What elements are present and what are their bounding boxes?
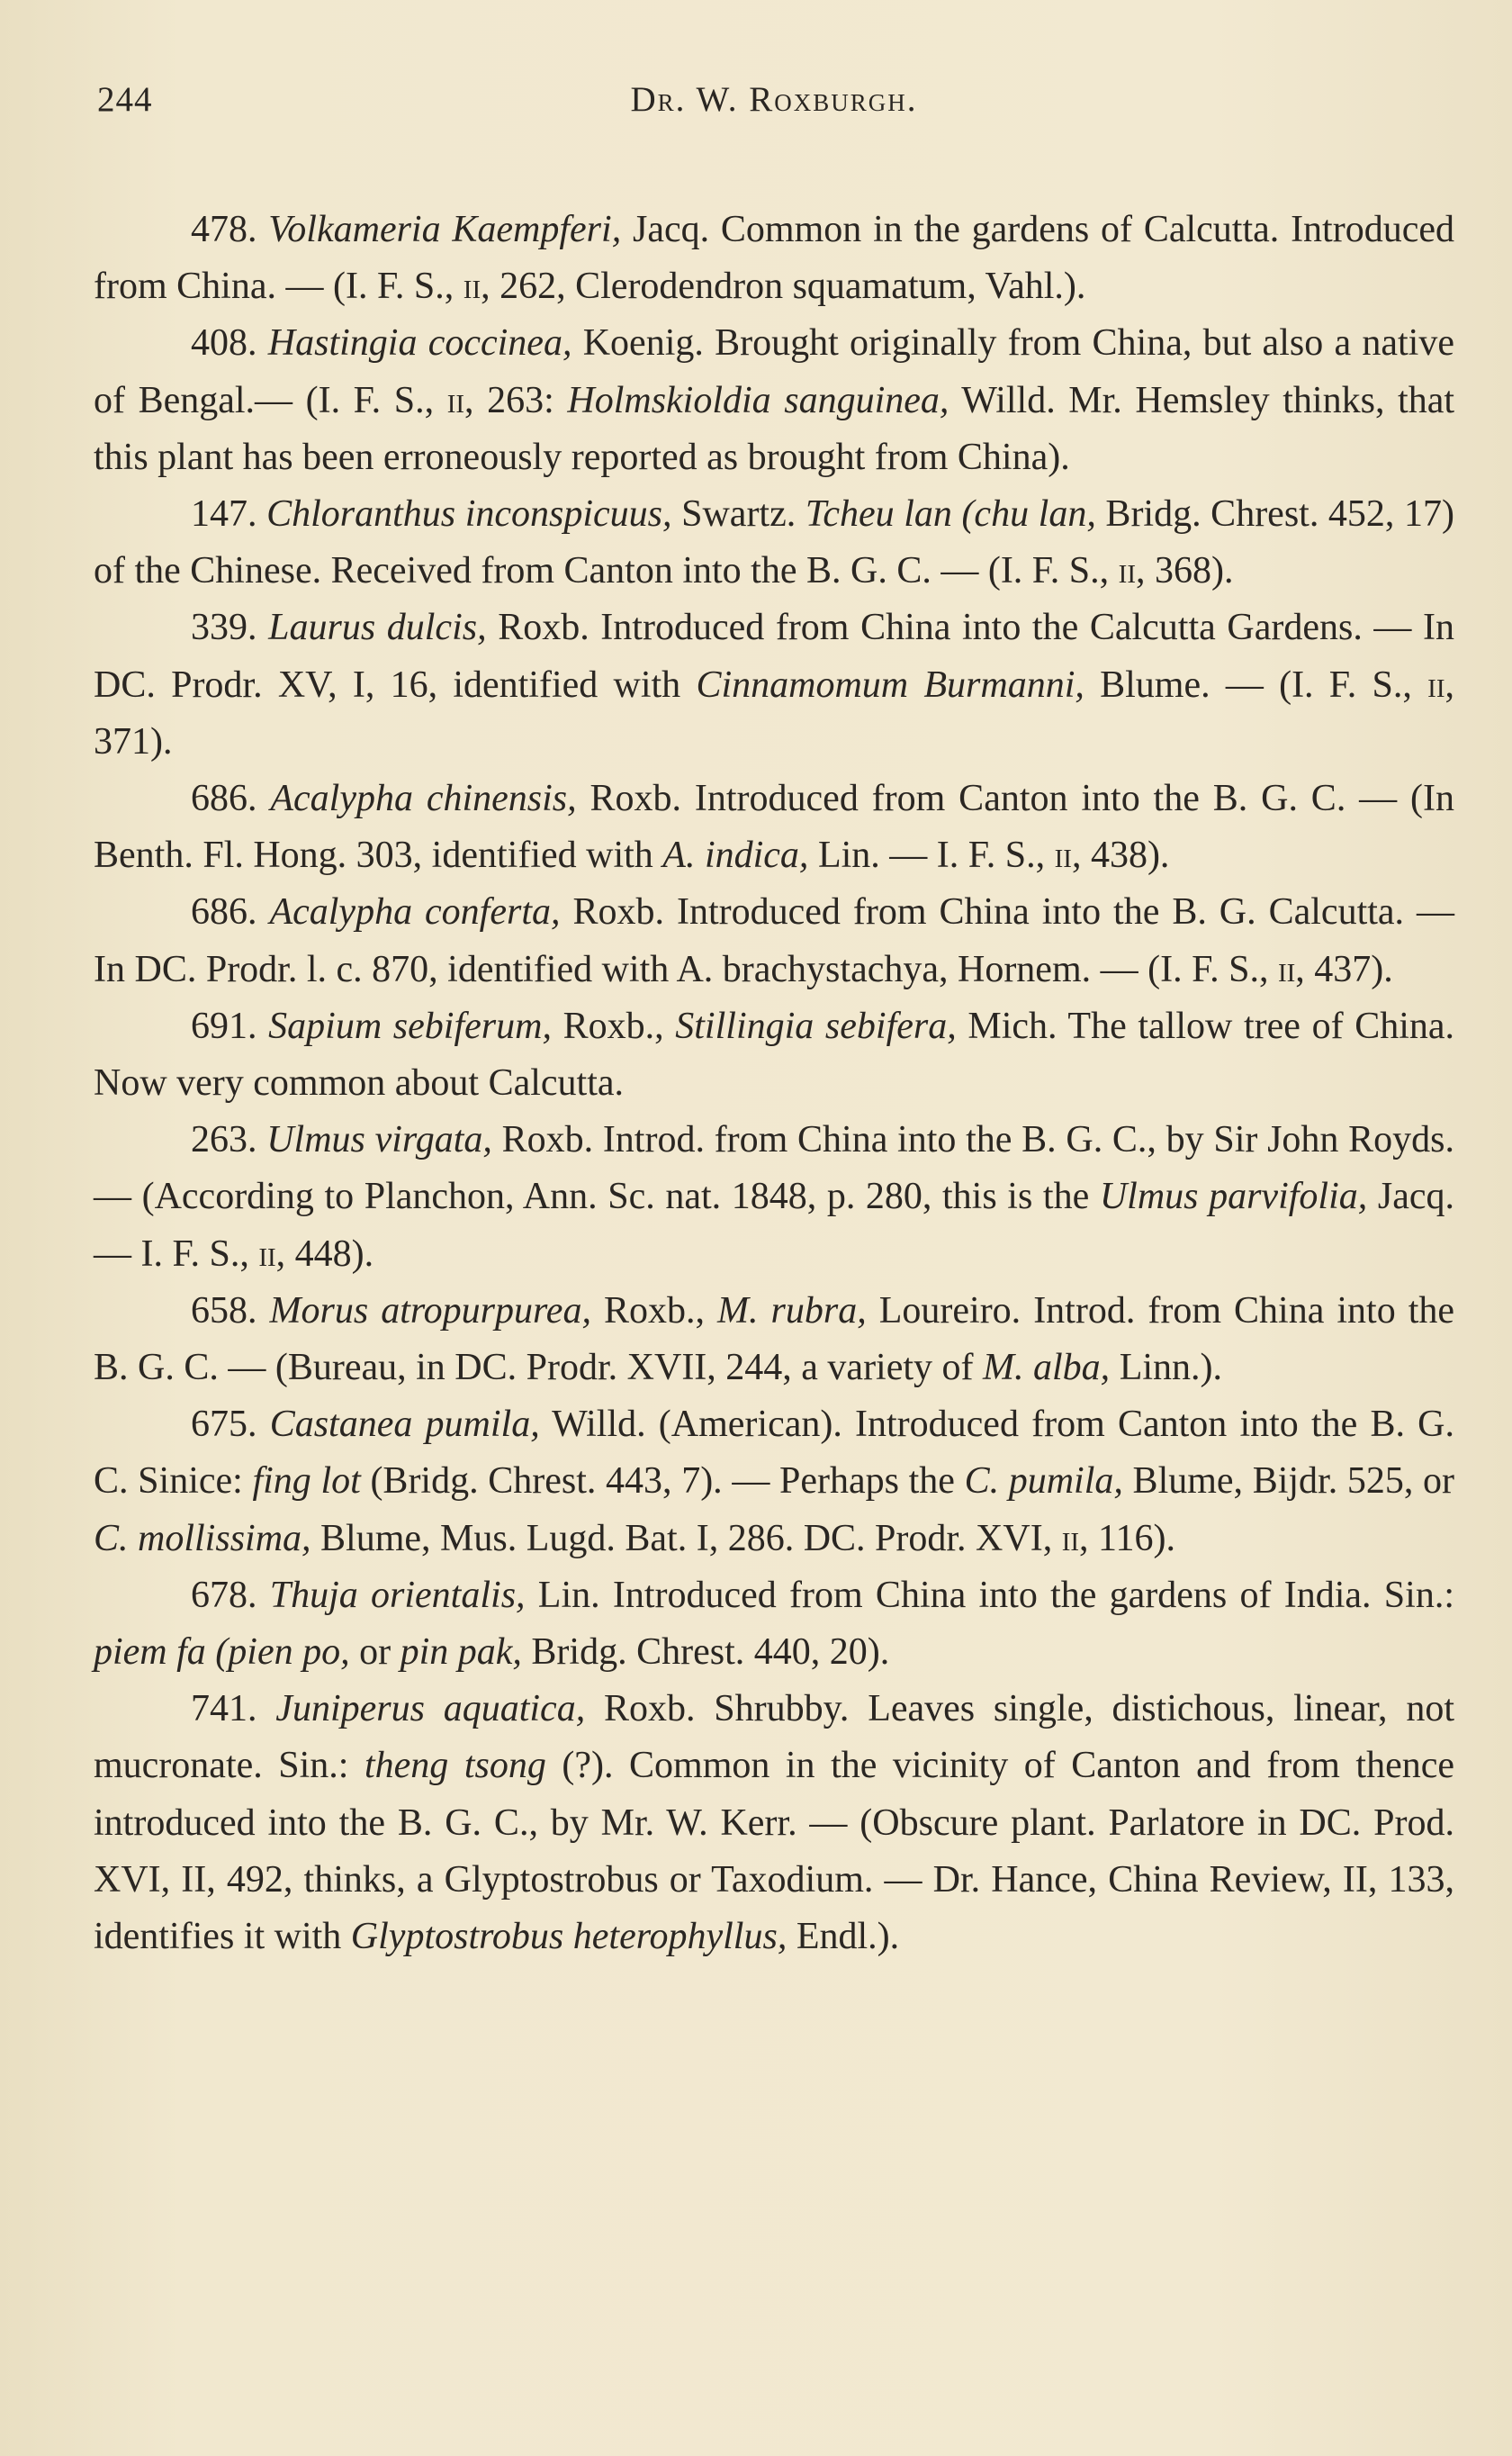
- roman-numeral: ii: [1427, 664, 1445, 706]
- page-header: [94, 79, 1454, 135]
- species-name: Laurus dulcis,: [268, 607, 487, 649]
- entry-741: [94, 1681, 1454, 1965]
- entry-number: 678.: [191, 1574, 257, 1616]
- entry-675: [94, 1396, 1454, 1567]
- entry-number: 263.: [191, 1119, 257, 1161]
- chinese-name: piem fa (pien po,: [94, 1631, 350, 1674]
- entry-text: , 263:: [464, 379, 568, 421]
- entry-263: [94, 1112, 1454, 1283]
- roman-numeral: ii: [1277, 948, 1296, 990]
- species-name: A. indica,: [662, 835, 809, 877]
- entry-text: Endl.).: [787, 1916, 900, 1958]
- entry-text: Roxb. Introduced from China into the B. G. Calcutta. — In DC. Prodr. l. c. 870, identified with A. brachystachya, Hornem. — (I. F. S.,: [94, 891, 1455, 990]
- species-name: M. alba,: [983, 1347, 1111, 1389]
- entry-number: 675.: [191, 1404, 257, 1446]
- entry-text: , 448).: [275, 1233, 374, 1275]
- roman-numeral: ii: [1054, 835, 1072, 877]
- entry-number: 691.: [191, 1005, 257, 1047]
- entry-658: [94, 1283, 1454, 1396]
- entry-number: 741.: [191, 1688, 257, 1730]
- roman-numeral: ii: [463, 266, 482, 308]
- chinese-name: Tcheu lan (chu lan,: [805, 493, 1096, 536]
- entry-339: [94, 600, 1454, 771]
- entry-number: 339.: [191, 607, 257, 649]
- entry-text: (Bridg. Chrest. 443, 7). — Perhaps the: [360, 1460, 965, 1503]
- entry-text: , 262, Clerodendron squamatum, Vahl.).: [481, 266, 1086, 308]
- species-name: Sapium sebiferum,: [268, 1005, 552, 1047]
- species-name: Cinnamomum Burmanni,: [696, 664, 1084, 706]
- entry-text: Blume, Bijdr. 525, or: [1122, 1460, 1454, 1503]
- species-name: Acalypha chinensis,: [270, 778, 577, 820]
- chinese-name: fing lot: [252, 1460, 361, 1503]
- species-name: Hastingia coccinea,: [267, 322, 572, 365]
- entry-text: Roxb. Introduced from China into the Calcutta Gardens. — In DC. Prodr. XV, I, 16, identified with: [94, 607, 1455, 706]
- entry-678: [94, 1567, 1454, 1681]
- entry-text: Roxb. Introduced from Canton into the B. G. C. — (In Benth. Fl. Hong. 303, identified with: [94, 778, 1455, 877]
- species-name: Juniperus aquatica,: [275, 1688, 586, 1730]
- entry-147: [94, 486, 1454, 600]
- entry-text: Linn.).: [1110, 1347, 1222, 1389]
- entry-text: Roxb. Introd. from China into the B. G. C., by Sir John Royds. — (According to Planchon, Ann. Sc. nat. 1848, p. 280, this is the: [94, 1119, 1454, 1218]
- species-name: Ulmus parvifolia,: [1099, 1176, 1368, 1218]
- entry-number: 478.: [191, 209, 257, 250]
- entry-text: Lin. Introduced from China into the gardens of India. Sin.:: [525, 1574, 1454, 1616]
- entry-text: Roxb.,: [551, 1005, 676, 1047]
- entry-text: (?). Common in the vicinity of Canton and from thence introduced into the B. G. C., by Mr. W. Kerr. — (Obscure plant. Parlatore in DC. Prod. XVI, II, 492, thinks, a Glyptostrobus or Taxodium. — Dr. Hance, China Review, II, 133, identifies it with: [94, 1745, 1455, 1958]
- chinese-name: pin pak,: [400, 1631, 522, 1674]
- entry-text: Willd. Mr. Hemsley thinks, that this plant has been erroneously reported as brought from China).: [94, 379, 1455, 478]
- entry-text: Jacq. Common in the gardens of Calcutta. Introduced from China. — (I. F. S.,: [94, 209, 1454, 308]
- species-name: Morus atropurpurea,: [269, 1289, 591, 1332]
- entry-478: [94, 202, 1454, 315]
- entry-text: Willd. (American). Introduced from Canton into the B. G. C. Sinice:: [94, 1404, 1454, 1503]
- running-head: Dr. W. Roxburgh.: [630, 80, 918, 119]
- species-name: M. rubra,: [717, 1289, 867, 1332]
- entry-text: , 368).: [1135, 550, 1234, 592]
- entry-text: Loureiro. Introd. from China into the B. G. C. — (Bureau, in DC. Prodr. XVII, 244, a variety of: [94, 1289, 1455, 1389]
- roman-numeral: ii: [1118, 550, 1136, 592]
- entry-text: Roxb. Shrubby. Leaves single, distichous, linear, not mucronate. Sin.:: [94, 1688, 1455, 1787]
- entry-number: 408.: [191, 322, 257, 365]
- entry-text: Koenig. Brought originally from China, but also a native of Bengal.— (I. F. S.,: [94, 322, 1454, 421]
- entry-408: [94, 315, 1454, 486]
- entry-691: [94, 998, 1454, 1112]
- entry-number: 147.: [191, 493, 257, 536]
- entry-text: Blume, Mus. Lugd. Bat. I, 286. DC. Prodr. XVI,: [310, 1517, 1062, 1559]
- entry-text: Bridg. Chrest. 452, 17) of the Chinese. Received from Canton into the B. G. C. — (I. F. S.,: [94, 493, 1454, 592]
- species-name: Thuja orientalis,: [269, 1574, 526, 1616]
- entry-text: , 438).: [1071, 835, 1170, 877]
- species-name: C. pumila,: [964, 1460, 1123, 1503]
- species-name: C. mollissima,: [94, 1517, 311, 1559]
- chinese-name: theng tsong: [364, 1745, 546, 1787]
- entry-text: or: [349, 1631, 400, 1674]
- entry-text: , 116).: [1079, 1517, 1175, 1559]
- entry-number: 686.: [191, 891, 257, 934]
- entry-text: Bridg. Chrest. 440, 20).: [521, 1631, 890, 1674]
- entry-686-chinensis: [94, 771, 1454, 884]
- entry-text: Lin. — I. F. S.,: [808, 835, 1055, 877]
- entry-text: Jacq. — I. F. S.,: [94, 1176, 1454, 1275]
- roman-numeral: ii: [446, 379, 465, 421]
- species-name: Ulmus virgata,: [266, 1119, 492, 1161]
- entry-text: Blume. — (I. F. S.,: [1084, 664, 1428, 706]
- entry-text: Roxb.,: [590, 1289, 718, 1332]
- entry-number: 658.: [191, 1289, 257, 1332]
- species-name: Chloranthus inconspicuus,: [266, 493, 672, 536]
- roman-numeral: ii: [258, 1233, 276, 1275]
- entry-number: 686.: [191, 778, 257, 820]
- page-body: [94, 202, 1454, 1965]
- entry-text: Swartz.: [671, 493, 806, 536]
- entry-text: Mich. The tallow tree of China. Now very common about Calcutta.: [94, 1005, 1455, 1105]
- roman-numeral: ii: [1061, 1517, 1080, 1559]
- species-name: Glyptostrobus heterophyllus,: [350, 1916, 788, 1958]
- entry-text: , 371).: [94, 664, 1454, 763]
- entry-686-conferta: [94, 884, 1454, 998]
- species-name: Castanea pumila,: [269, 1404, 540, 1446]
- entry-text: , 437).: [1295, 948, 1393, 990]
- species-name: Holmskioldia sanguinea,: [567, 379, 950, 421]
- species-name: Acalypha conferta,: [269, 891, 561, 934]
- species-name: Volkameria Kaempferi,: [268, 209, 622, 250]
- species-name: Stillingia sebifera,: [675, 1005, 957, 1047]
- page-number: 244: [97, 80, 153, 119]
